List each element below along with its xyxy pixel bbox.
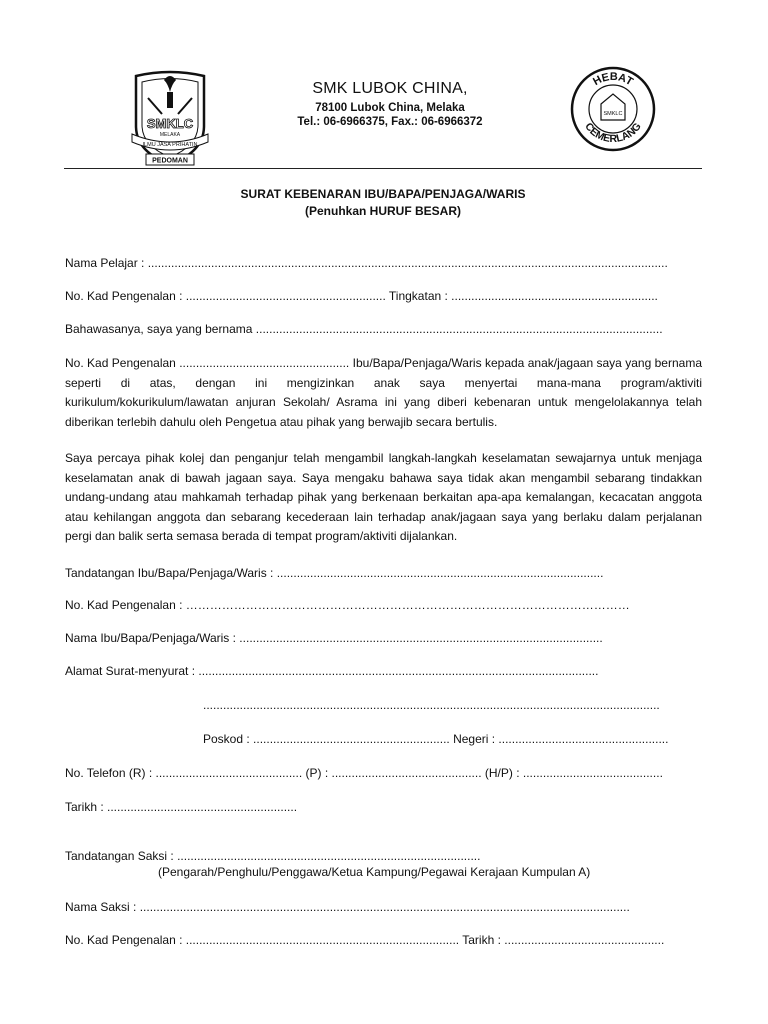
crest-ribbon: ILMU JASA PRIHATIN <box>142 142 198 148</box>
school-phone: Tel.: 06-6966375, Fax.: 06-6966372 <box>297 116 483 128</box>
crest-motto: PEDOMAN <box>152 157 188 165</box>
school-header <box>240 80 540 128</box>
logo-bottom-text: CEMERLANG <box>582 120 644 146</box>
field-kad-pengenalan-ibubapa[interactable]: No. Kad Pengenalan : ………………………………………………………………………………………………… <box>65 598 630 612</box>
field-tandatangan-saksi[interactable]: Tandatangan Saksi : ........................................................................................... <box>65 849 481 863</box>
field-nama-saksi[interactable]: Nama Saksi : ................................................................................................................................................... <box>65 900 630 914</box>
logo-top-text: HEBAT <box>591 70 635 89</box>
field-tandatangan-ibubapa[interactable]: Tandatangan Ibu/Bapa/Penjaga/Waris : .................................................................................................. <box>65 566 604 580</box>
field-alamat-line2[interactable]: ......................................................................................................................................... <box>203 698 660 712</box>
svg-text:HEBAT <box>591 71 635 88</box>
school-address: 78100 Lubok China, Melaka <box>315 102 465 114</box>
school-crest-logo <box>128 70 212 170</box>
field-nama-ibubapa[interactable]: Nama Ibu/Bapa/Penjaga/Waris : ............................................................................................................. <box>65 631 603 645</box>
field-poskod-negeri[interactable]: Poskod : ........................................................... Negeri : ................................................... <box>203 732 669 746</box>
field-nama-pelajar[interactable]: Nama Pelajar : ............................................................................................................................................................ <box>65 256 668 270</box>
field-kad-pengenalan-saksi[interactable]: No. Kad Pengenalan : .................................................................................. Tarikh : ................................................ <box>65 933 665 947</box>
header-divider <box>64 168 702 169</box>
crest-state: MELAKA <box>159 132 181 138</box>
logo-initials: SMKLC <box>603 111 623 117</box>
saksi-note: (Pengarah/Penghulu/Penggawa/Ketua Kampung/Pegawai Kerajaan Kumpulan A) <box>158 865 591 879</box>
field-bahawasanya[interactable]: Bahawasanya, saya yang bernama .......................................................................................................................... <box>65 322 663 336</box>
paragraph-consent: No. Kad Pengenalan ................................................... Ibu/Bapa/Penjaga/Waris kepada anak/jagaan saya yang bernama seperti di atas, dengan ini mengizinkan anak saya menyertai mana-mana program/aktiviti kurikulum/kokurikulum/lawatan anjuran Sekolah/ Asrama ini yang diberi kebenaran untuk mengelolakannya telah diberikan terlebih dahulu oleh Pengetua atau pihak yang berwajib secara bertulis. <box>65 356 702 429</box>
crest-initials: SMKLC <box>146 116 194 131</box>
form-title-note: (Penuhkan HURUF BESAR) <box>304 204 461 218</box>
form-title <box>64 186 702 220</box>
field-kad-pengenalan-tingkatan[interactable]: No. Kad Pengenalan : ............................................................ Tingkatan : .............................................................. <box>65 289 658 303</box>
paragraph-disclaimer: Saya percaya pihak kolej dan penganjur telah mengambil langkah-langkah keselamatan sewajarnya untuk menjaga keselamatan anak di bawah jagaan saya. Saya mengaku bahawa saya tidak akan mengambil sebarang tindakkan undang-undang atau mahkamah terhadap pihak yang berkenaan berkaitan apa-apa kemalangan, kecacatan anggota atau kehilangan anggota dan sebarang kecederaan lain terhadap anak/jagaan saya yang berlaku dalam perjalanan pergi dan balik serta semasa berada di tempat program/aktiviti dijalankan. <box>65 451 702 543</box>
form-title-main: SURAT KEBENARAN IBU/BAPA/PENJAGA/WARIS <box>240 187 526 201</box>
field-telefon[interactable]: No. Telefon (R) : ............................................ (P) : ............................................. (H/P) : .......................................... <box>65 766 663 780</box>
school-name: SMK LUBOK CHINA, <box>312 80 468 97</box>
field-alamat[interactable]: Alamat Surat-menyurat : ........................................................................................................................ <box>65 664 599 678</box>
hebat-cemerlang-logo <box>570 66 656 152</box>
field-tarikh[interactable]: Tarikh : ......................................................... <box>65 800 298 814</box>
